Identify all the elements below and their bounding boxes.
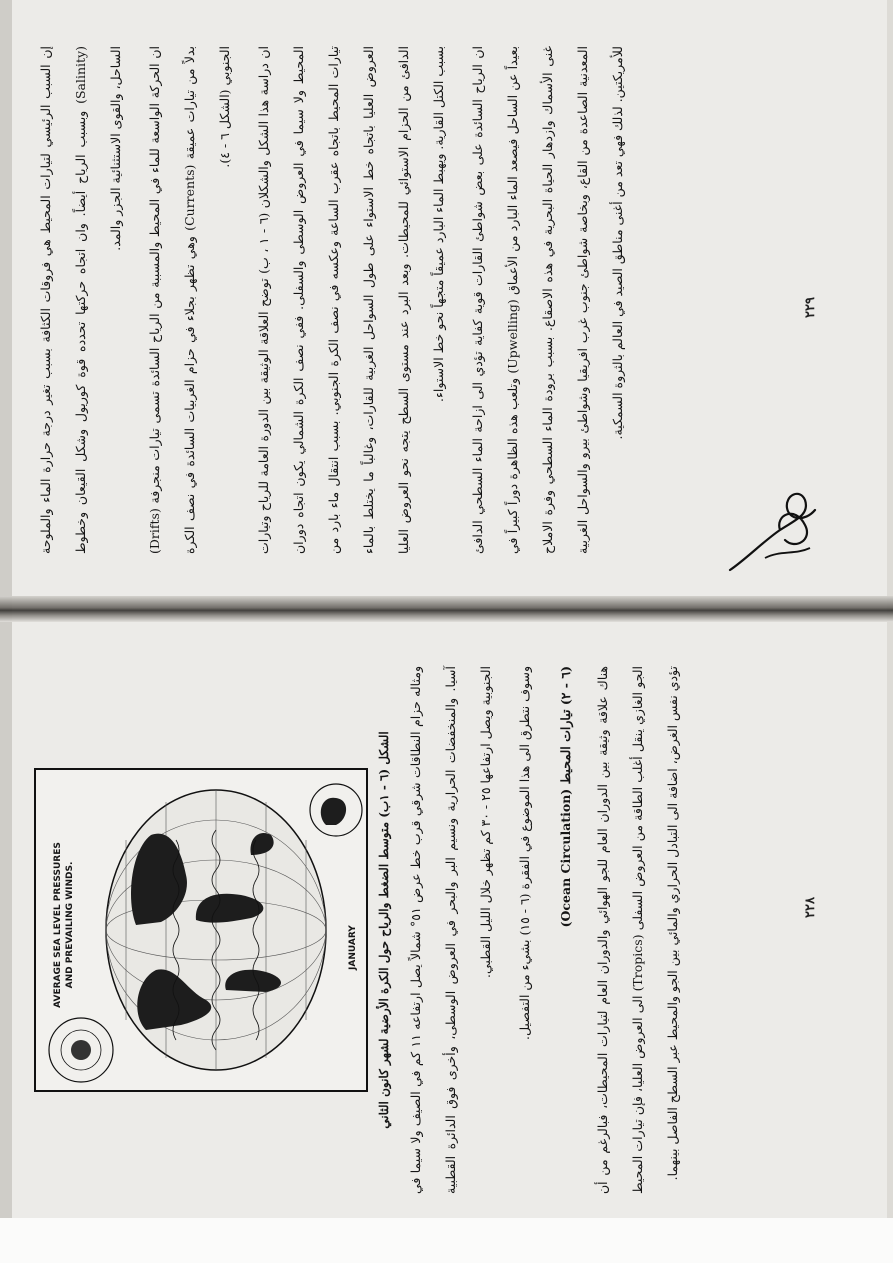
figure-title: AVERAGE SEA LEVEL PRESSURES AND PREVAILING WINDS. (53, 842, 75, 1008)
paragraph: وسوف نتطرق الى هذا الموضوع في الفقرة (٦ - ١٥) بشيء من التفصيل. (517, 666, 532, 1041)
page-number-229: ٢٢٩ (802, 297, 818, 318)
world-pressure-map-icon (36, 770, 366, 1090)
book-gutter (0, 596, 893, 622)
paragraph: إن السبب الرئيسي لتيارات المحيط هي فروقات الكثافة بسبب تغير درجة حرارة الماء والملوحة (Salinity) وبسبب الرياح أيضاً. وان اتجاه حركتها تحدده قوة كوريول وشكل القيعان وخطوط الساحل، والقوى الاستثنائية الجزر والمد. (38, 46, 123, 554)
page-229-text (20, 30, 647, 570)
paragraph: ان دراسة هذا الشكل والشكلان (٦ - ١ ، ب) توضح العلاقة الوثيقة بين الدورة العامة للرياح وتيارات المحيط ولا سيما في العروض الوسطى والسفلى. ففي نصف الكرة الشمالي يكون اتجاه دوران تيارات المحيط باتجاه عقرب الساعة وعكسه في نصف الكرة الجنوبي. بسبب انتقال ماء بارد من العروض العليا باتجاه خط الاستواء على طول السواحل الغربية للقارات، وغالباً ما يختلط بالماء الدافئ من الحزام الاستوائي للمحيطات. وبعد البرد عند مستوى السطح يتجه نحو العروض العليا بسبب الكتل القارية. ويهبط الماء البارد عميقاً متجهاً نحو خط الاستواء. (256, 46, 446, 554)
figure-month: JANUARY (348, 925, 358, 970)
paragraph: ان الحركة الواسعة للماء في المحيط والمسببة من الرياح السائدة تسمى تيارات منجرفة (Drifts) بدلاً من تيارات عميقة (Currents) وهي تظهر بجلاء في حزام الغربيات السائدة في نصف الكرة الجنوبي (الشكل ٦ - ٤). (147, 46, 232, 554)
scan-bottom-margin (0, 1218, 893, 1263)
figure-caption: الشكل (٦ - ١ب) متوسط الضغط والرياح حول الكرة الأرضية لشهر كانون الثاني (377, 731, 391, 1129)
page-228-text (20, 650, 702, 1210)
world-map-figure (34, 768, 368, 1092)
handwritten-signature-icon (725, 470, 825, 580)
paragraph: ومثاله حزام النطاقات شرقي قرب خط عرض ٥١° شمالاً يصل ارتفاعه ١١ كم في الصيف ولا سيما في آسيا. والمنخفضات الحرارية ونسيم البر والبحر في العروض الوسطى، وأخرى فوق الدائرة القطبية الجنوبية ويصل ارتفاعها ٢٥ - ٣٠ كم تظهر خلال الليل القطبي. (408, 666, 493, 1194)
paragraph: هناك علاقة وثيقة بين الدوران العام للجو الهوائي والدوران العام لتيارات المحيطات، فبالرغم من أن الجو الغازي ينقل أغلب الطاقة من العروض السفلى (Tropics) الى العروض العليا، فإن تيارات المحيط تؤدي نفس الغرض، اضافة الى التبادل الحراري والمائي بين الجو والمحيط عبر السطح الفاصل بينهما. (595, 666, 680, 1194)
page-228 (20, 650, 850, 1210)
section-heading: (٦ - ٢) تيارات المحيط (Ocean Circulation) (558, 666, 573, 928)
page-number-228: ٢٢٨ (802, 897, 818, 918)
paragraph: ان الرياح السائدة على بعض شواطئ القارات قوية كفاية تؤدي الى ازاحة الماء السطحي الدافئ بعيداً عن الساحل فيصعد الماء البارد من الأعماق (Upwelling) وتلعب هذه الظاهرة دوراً كبيراً في غنى الأسماك وازدهار الحياة البحرية في هذه الاصقاع. بسبب برودة الماء السطحي وفرة الاملاح المعدنية الصاعدة من القاع، وبخاصة شواطئ جنوب غرب افريقيا وشواطئ بيرو والسواحل الغربية للأمريكتين. لذلك فهي تعد من أغنى مناطق الصيد في العالم بالثروة السمكية. (470, 46, 625, 554)
